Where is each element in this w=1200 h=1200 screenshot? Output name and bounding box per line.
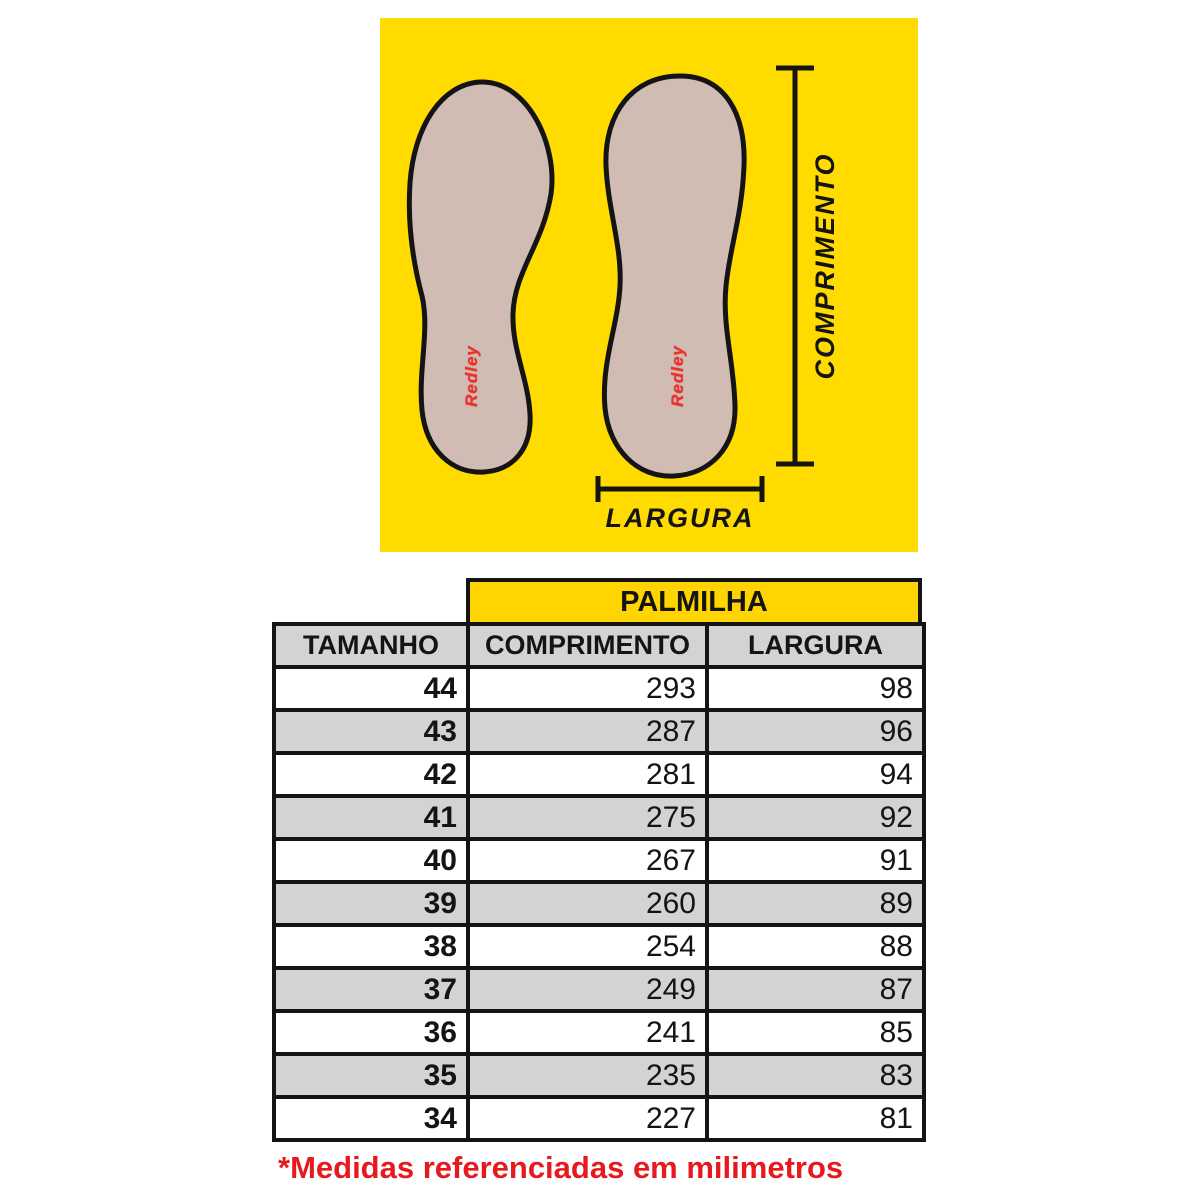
width-cell: 94 [707,753,924,796]
table-row [274,1054,924,1097]
brand-logo-right: Redley [668,345,687,407]
measurement-unit-note: *Medidas referenciadas em milimetros [278,1150,844,1185]
size-cell: 36 [274,1011,468,1054]
table-row [274,882,924,925]
table-header-row [274,624,924,667]
table-row [274,839,924,882]
group-header-palmilha [466,578,922,622]
table-row [274,796,924,839]
length-cell: 260 [468,882,707,925]
width-cell: 83 [707,1054,924,1097]
width-cell: 98 [707,667,924,710]
group-header-label: PALMILHA [620,585,768,618]
width-cell: 87 [707,968,924,1011]
length-cell: 281 [468,753,707,796]
size-cell: 34 [274,1097,468,1140]
length-cell: 293 [468,667,707,710]
width-cell: 92 [707,796,924,839]
column-header-largura: LARGURA [707,624,924,667]
width-measure-line [598,476,762,502]
size-cell: 37 [274,968,468,1011]
size-cell: 40 [274,839,468,882]
table-row [274,710,924,753]
size-cell: 39 [274,882,468,925]
width-label: LARGURA [605,503,755,533]
table-row [274,925,924,968]
size-cell: 43 [274,710,468,753]
length-label: COMPRIMENTO [810,152,840,380]
length-cell: 249 [468,968,707,1011]
length-cell: 241 [468,1011,707,1054]
length-measure-line [776,68,814,464]
width-cell: 85 [707,1011,924,1054]
table-row [274,968,924,1011]
length-cell: 254 [468,925,707,968]
size-cell: 42 [274,753,468,796]
size-cell: 41 [274,796,468,839]
width-cell: 96 [707,710,924,753]
width-cell: 88 [707,925,924,968]
table-row [274,753,924,796]
table-row [274,667,924,710]
size-cell: 38 [274,925,468,968]
table-row [274,1011,924,1054]
size-table [272,622,926,1142]
column-header-comprimento: COMPRIMENTO [468,624,707,667]
length-cell: 287 [468,710,707,753]
size-cell: 35 [274,1054,468,1097]
column-header-tamanho: TAMANHO [274,624,468,667]
width-cell: 81 [707,1097,924,1140]
length-cell: 227 [468,1097,707,1140]
brand-logo-left: Redley [462,345,481,407]
width-cell: 91 [707,839,924,882]
width-cell: 89 [707,882,924,925]
length-cell: 275 [468,796,707,839]
length-cell: 267 [468,839,707,882]
size-cell: 44 [274,667,468,710]
table-row [274,1097,924,1140]
size-guide-illustration [380,18,918,552]
length-cell: 235 [468,1054,707,1097]
